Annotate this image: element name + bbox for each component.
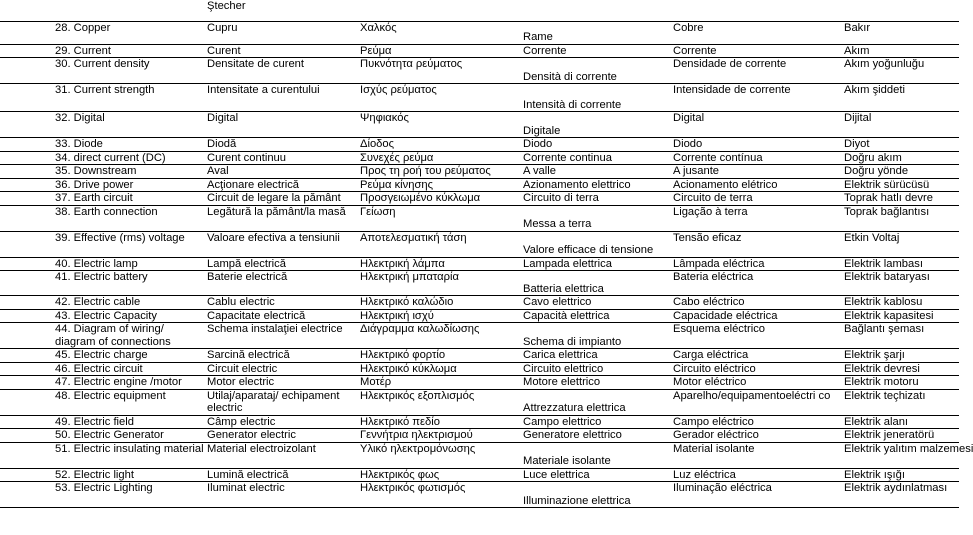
cell-greek: Ηλεκτρική ισχύ: [358, 309, 521, 323]
cell-english: 30. Current density: [0, 58, 205, 84]
cell-italian: Luce elettrica: [521, 468, 671, 482]
cell-portuguese: Intensidade de corrente: [671, 84, 842, 112]
cell-turkish: Akım yoğunluğu: [842, 58, 959, 84]
cell-italian: Azionamento elettrico: [521, 178, 671, 192]
cell-greek: Ρεύμα κίνησης: [358, 178, 521, 192]
cell-english: 33. Diode: [0, 138, 205, 152]
cell-turkish: Elektrik kablosu: [842, 296, 959, 310]
cell-greek: Μοτέρ: [358, 376, 521, 390]
table-row: [0, 415, 959, 429]
cell-turkish: [842, 0, 959, 21]
cell-turkish: Toprak bağlantısı: [842, 205, 959, 231]
cell-greek: Υλικό ηλεκτρομόνωσης: [358, 442, 521, 468]
table-row: [0, 84, 959, 112]
cell-greek: Γείωση: [358, 205, 521, 231]
cell-portuguese: Gerador eléctrico: [671, 429, 842, 443]
table-row: [0, 442, 959, 468]
cell-portuguese: Capacidade eléctrica: [671, 309, 842, 323]
table-row: [0, 231, 959, 257]
cell-greek: Ρεύμα: [358, 44, 521, 58]
cell-english: 42. Electric cable: [0, 296, 205, 310]
table-row: [0, 205, 959, 231]
cell-italian: Carica elettrica: [521, 349, 671, 363]
cell-english: 29. Current: [0, 44, 205, 58]
cell-turkish: Elektrik ışığı: [842, 468, 959, 482]
cell-italian: Valore efficace di tensione: [521, 231, 671, 257]
cell-italian: Lampada elettrica: [521, 257, 671, 271]
cell-italian: Intensità di corrente: [521, 84, 671, 112]
cell-turkish: Elektrik alanı: [842, 415, 959, 429]
table-row: [0, 429, 959, 443]
cell-romanian: Utilaj/aparataj/ echipament electric: [205, 389, 358, 415]
cell-english: 32. Digital: [0, 112, 205, 138]
cell-english: 51. Electric insulating material: [0, 442, 205, 468]
cell-romanian: Cupru: [205, 21, 358, 44]
cell-romanian: Generator electric: [205, 429, 358, 443]
cell-turkish: Elektrik motoru: [842, 376, 959, 390]
table-row: [0, 21, 959, 44]
cell-portuguese: Material isolante: [671, 442, 842, 468]
cell-turkish: Elektrik şarjı: [842, 349, 959, 363]
cell-greek: Ηλεκτρικό καλώδιο: [358, 296, 521, 310]
cell-turkish: Elektrik devresi: [842, 362, 959, 376]
cell-portuguese: Cabo eléctrico: [671, 296, 842, 310]
cell-greek: Χαλκός: [358, 21, 521, 44]
cell-romanian: Circuit electric: [205, 362, 358, 376]
cell-romanian: Acţionare electrică: [205, 178, 358, 192]
cell-turkish: Elektrik kapasitesi: [842, 309, 959, 323]
cell-greek: Διάγραμμα καλωδίωσης: [358, 323, 521, 349]
cell-portuguese: Ligação à terra: [671, 205, 842, 231]
cell-italian: Motore elettrico: [521, 376, 671, 390]
cell-italian: Illuminazione elettrica: [521, 482, 671, 508]
cell-greek: Αποτελεσματική τάση: [358, 231, 521, 257]
cell-italian: Circuito di terra: [521, 192, 671, 206]
cell-turkish: Elektrik aydınlatması: [842, 482, 959, 508]
table-row: [0, 58, 959, 84]
table-row: [0, 362, 959, 376]
cell-portuguese: Luz eléctrica: [671, 468, 842, 482]
cell-greek: Ηλεκτρικός φως: [358, 468, 521, 482]
cell-italian: Corrente continua: [521, 151, 671, 165]
cell-english: 49. Electric field: [0, 415, 205, 429]
cell-turkish: Elektrik yalıtım malzemesi: [842, 442, 959, 468]
cell-romanian: Capacitate electrică: [205, 309, 358, 323]
cell-romanian: Densitate de curent: [205, 58, 358, 84]
table-row: [0, 112, 959, 138]
cell-turkish: Elektrik teçhizatı: [842, 389, 959, 415]
table-row: [0, 165, 959, 179]
cell-italian: Campo elettrico: [521, 415, 671, 429]
cell-greek: Ηλεκτρικός φωτισμός: [358, 482, 521, 508]
cell-romanian-continued: Ştecher: [205, 0, 358, 21]
cell-english: 36. Drive power: [0, 178, 205, 192]
cell-italian: Circuito elettrico: [521, 362, 671, 376]
cell-greek: Πυκνότητα ρεύματος: [358, 58, 521, 84]
cell-portuguese: Circuito eléctrico: [671, 362, 842, 376]
cell-greek: Ηλεκτρικό κύκλωμα: [358, 362, 521, 376]
cell-romanian: Motor electric: [205, 376, 358, 390]
cell-greek: Ισχύς ρεύματος: [358, 84, 521, 112]
cell-portuguese: Circuito de terra: [671, 192, 842, 206]
cell-romanian: Aval: [205, 165, 358, 179]
cell-portuguese: Carga eléctrica: [671, 349, 842, 363]
cell-romanian: Lumină electrică: [205, 468, 358, 482]
cell-romanian: Câmp electric: [205, 415, 358, 429]
cell-turkish: Bakır: [842, 21, 959, 44]
cell-english: 38. Earth connection: [0, 205, 205, 231]
cell-italian: Densità di corrente: [521, 58, 671, 84]
cell-romanian: Sarcină electrică: [205, 349, 358, 363]
cell-portuguese: Acionamento elétrico: [671, 178, 842, 192]
cell-romanian: Legătură la pământ/la masă: [205, 205, 358, 231]
table-row: [0, 151, 959, 165]
cell-english: 39. Effective (rms) voltage: [0, 231, 205, 257]
cell-italian: Capacità elettrica: [521, 309, 671, 323]
cell-romanian: Material electroizolant: [205, 442, 358, 468]
cell-italian: Cavo elettrico: [521, 296, 671, 310]
table-row: [0, 482, 959, 508]
table-row: [0, 349, 959, 363]
cell-portuguese: Tensão eficaz: [671, 231, 842, 257]
cell-greek: Προσγειωμένο κύκλωμα: [358, 192, 521, 206]
cell-english: 37. Earth circuit: [0, 192, 205, 206]
cell-greek: Δίοδος: [358, 138, 521, 152]
cell-english: [0, 0, 205, 21]
cell-italian: A valle: [521, 165, 671, 179]
cell-romanian: Lampă electrică: [205, 257, 358, 271]
cell-portuguese: Densidade de corrente: [671, 58, 842, 84]
cell-romanian: Schema instalaţiei electrice: [205, 323, 358, 349]
cell-english: 50. Electric Generator: [0, 429, 205, 443]
cell-romanian: Curent continuu: [205, 151, 358, 165]
cell-english: 44. Diagram of wiring/ diagram of connections: [0, 323, 205, 349]
cell-portuguese: Aparelho/equipamentoeléctri co: [671, 389, 842, 415]
cell-romanian: Diodă: [205, 138, 358, 152]
cell-turkish: Elektrik sürücüsü: [842, 178, 959, 192]
table-row: [0, 192, 959, 206]
cell-greek: Ηλεκτρική λάμπα: [358, 257, 521, 271]
cell-turkish: Diyot: [842, 138, 959, 152]
cell-romanian: Curent: [205, 44, 358, 58]
cell-turkish: Dijital: [842, 112, 959, 138]
cell-romanian: Circuit de legare la pământ: [205, 192, 358, 206]
table-row: [0, 257, 959, 271]
cell-portuguese: Corrente: [671, 44, 842, 58]
cell-greek: Συνεχές ρεύμα: [358, 151, 521, 165]
cell-english: 35. Downstream: [0, 165, 205, 179]
table-row: [0, 138, 959, 152]
cell-portuguese: A jusante: [671, 165, 842, 179]
table-row: [0, 309, 959, 323]
cell-turkish: Toprak hatlı devre: [842, 192, 959, 206]
cell-portuguese: Campo eléctrico: [671, 415, 842, 429]
table-row: [0, 389, 959, 415]
cell-greek: Ηλεκτρική μπαταρία: [358, 271, 521, 296]
cell-portuguese: [671, 0, 842, 21]
cell-romanian: Digital: [205, 112, 358, 138]
cell-portuguese: Cobre: [671, 21, 842, 44]
cell-italian: Digitale: [521, 112, 671, 138]
cell-portuguese: Corrente contínua: [671, 151, 842, 165]
cell-english: 45. Electric charge: [0, 349, 205, 363]
table-row: [0, 468, 959, 482]
cell-turkish: Doğru yönde: [842, 165, 959, 179]
cell-english: 41. Electric battery: [0, 271, 205, 296]
cell-italian: Batteria elettrica: [521, 271, 671, 296]
cell-romanian: Intensitate a curentului: [205, 84, 358, 112]
cell-english: 52. Electric light: [0, 468, 205, 482]
cell-portuguese: Digital: [671, 112, 842, 138]
cell-turkish: Elektrik lambası: [842, 257, 959, 271]
cell-turkish: Akım şiddeti: [842, 84, 959, 112]
table-row: [0, 296, 959, 310]
cell-romanian: Iluminat electric: [205, 482, 358, 508]
cell-greek: Προς τη ροή του ρεύματος: [358, 165, 521, 179]
cell-english: 47. Electric engine /motor: [0, 376, 205, 390]
cell-english: 53. Electric Lighting: [0, 482, 205, 508]
cell-english: 48. Electric equipment: [0, 389, 205, 415]
cell-english: 34. direct current (DC): [0, 151, 205, 165]
cell-english: 40. Electric lamp: [0, 257, 205, 271]
cell-italian: Schema di impianto: [521, 323, 671, 349]
cell-italian: Generatore elettrico: [521, 429, 671, 443]
cell-turkish: Elektrik bataryası: [842, 271, 959, 296]
cell-italian: Rame: [521, 21, 671, 44]
cell-turkish: Etkin Voltaj: [842, 231, 959, 257]
table-row: [0, 376, 959, 390]
table-row: [0, 178, 959, 192]
cell-portuguese: Diodo: [671, 138, 842, 152]
cell-italian: Messa a terra: [521, 205, 671, 231]
table-row: [0, 0, 959, 21]
cell-greek: Γεννήτρια ηλεκτρισμού: [358, 429, 521, 443]
cell-english: 46. Electric circuit: [0, 362, 205, 376]
cell-turkish: Doğru akım: [842, 151, 959, 165]
cell-portuguese: Iluminação eléctrica: [671, 482, 842, 508]
cell-greek: [358, 0, 521, 21]
cell-portuguese: Esquema eléctrico: [671, 323, 842, 349]
cell-greek: Ψηφιακός: [358, 112, 521, 138]
cell-italian: Attrezzatura elettrica: [521, 389, 671, 415]
cell-portuguese: Motor eléctrico: [671, 376, 842, 390]
cell-greek: Ηλεκτρικός εξοπλισμός: [358, 389, 521, 415]
cell-italian: Diodo: [521, 138, 671, 152]
cell-english: 28. Copper: [0, 21, 205, 44]
cell-turkish: Elektrik jeneratörü: [842, 429, 959, 443]
cell-english: 31. Current strength: [0, 84, 205, 112]
cell-italian: Corrente: [521, 44, 671, 58]
cell-romanian: Cablu electric: [205, 296, 358, 310]
cell-italian: Materiale isolante: [521, 442, 671, 468]
cell-greek: Ηλεκτρικό πεδίο: [358, 415, 521, 429]
cell-greek: Ηλεκτρικό φορτίο: [358, 349, 521, 363]
cell-turkish: Akım: [842, 44, 959, 58]
cell-portuguese: Lâmpada eléctrica: [671, 257, 842, 271]
cell-romanian: Baterie electrică: [205, 271, 358, 296]
table-row: [0, 271, 959, 296]
table-row: [0, 44, 959, 58]
cell-romanian: Valoare efectiva a tensiunii: [205, 231, 358, 257]
cell-portuguese: Bateria eléctrica: [671, 271, 842, 296]
cell-english: 43. Electric Capacity: [0, 309, 205, 323]
cell-italian: [521, 0, 671, 21]
cell-turkish: Bağlantı şeması: [842, 323, 959, 349]
table-row: [0, 323, 959, 349]
